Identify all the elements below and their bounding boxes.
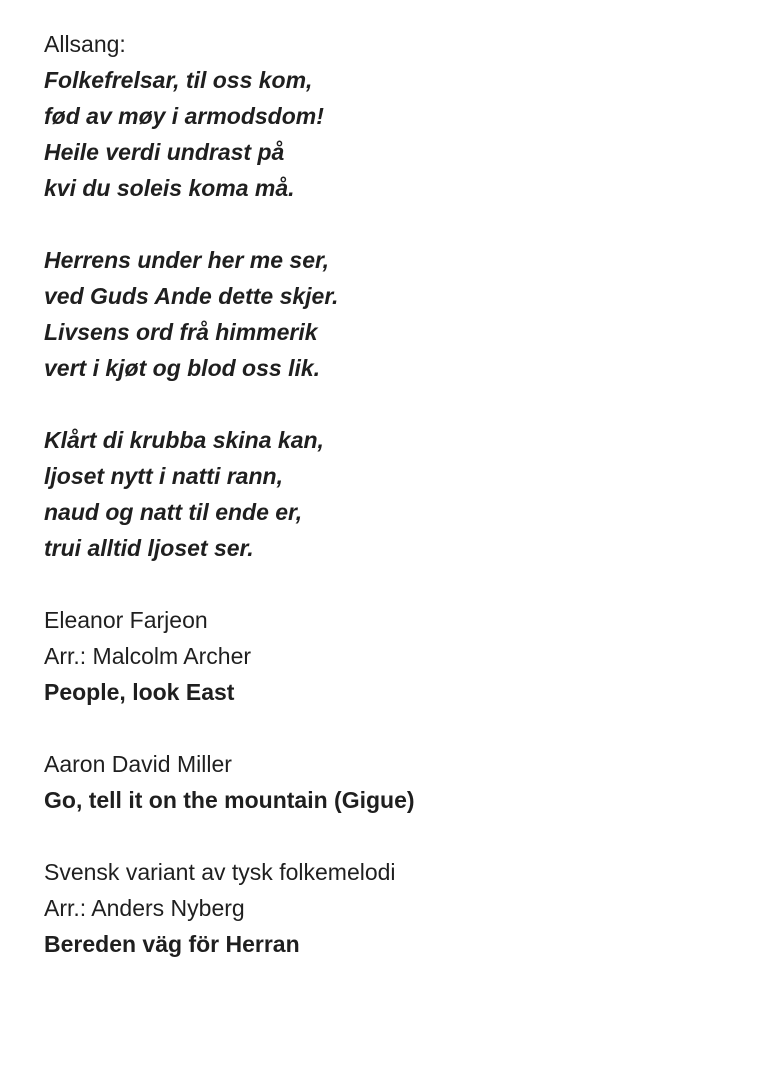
piece-credit-2 [44, 746, 726, 818]
piece-composer: Eleanor Farjeon [44, 607, 208, 633]
allsang-label: Allsang: [44, 31, 126, 57]
section-separator [44, 818, 726, 854]
hymn-verse-line: Livsens ord frå himmerik [44, 319, 318, 345]
hymn-stanza-2 [44, 242, 726, 386]
piece-credit-3 [44, 854, 726, 962]
hymn-verse-line: kvi du soleis koma må. [44, 175, 295, 201]
hymn-verse-line: Herrens under her me ser, [44, 247, 330, 273]
section-separator [44, 566, 726, 602]
hymn-verse-line: Folkefrelsar, til oss kom, [44, 67, 313, 93]
hymn-stanza-3 [44, 422, 726, 566]
hymn-stanza-1 [44, 62, 726, 206]
piece-composer: Aaron David Miller [44, 751, 232, 777]
hymn-verse-line: fød av møy i armodsdom! [44, 103, 324, 129]
hymn-verse-line: naud og natt til ende er, [44, 499, 303, 525]
stanza-separator [44, 206, 726, 242]
hymn-verse-line: vert i kjøt og blod oss lik. [44, 355, 321, 381]
hymn-verse-line: ljoset nytt i natti rann, [44, 463, 283, 489]
piece-title: Go, tell it on the mountain (Gigue) [44, 787, 415, 813]
piece-credit-1 [44, 602, 726, 710]
hymn-verse-line: trui alltid ljoset ser. [44, 535, 254, 561]
piece-arranger: Arr.: Anders Nyberg [44, 895, 245, 921]
piece-arranger: Arr.: Malcolm Archer [44, 643, 252, 669]
section-separator [44, 710, 726, 746]
piece-title: People, look East [44, 679, 235, 705]
piece-title: Bereden väg för Herran [44, 931, 300, 957]
hymn-verse-line: ved Guds Ande dette skjer. [44, 283, 339, 309]
piece-composer: Svensk variant av tysk folkemelodi [44, 859, 396, 885]
stanza-separator [44, 386, 726, 422]
hymn-verse-line: Klårt di krubba skina kan, [44, 427, 324, 453]
hymn-verse-line: Heile verdi undrast på [44, 139, 285, 165]
